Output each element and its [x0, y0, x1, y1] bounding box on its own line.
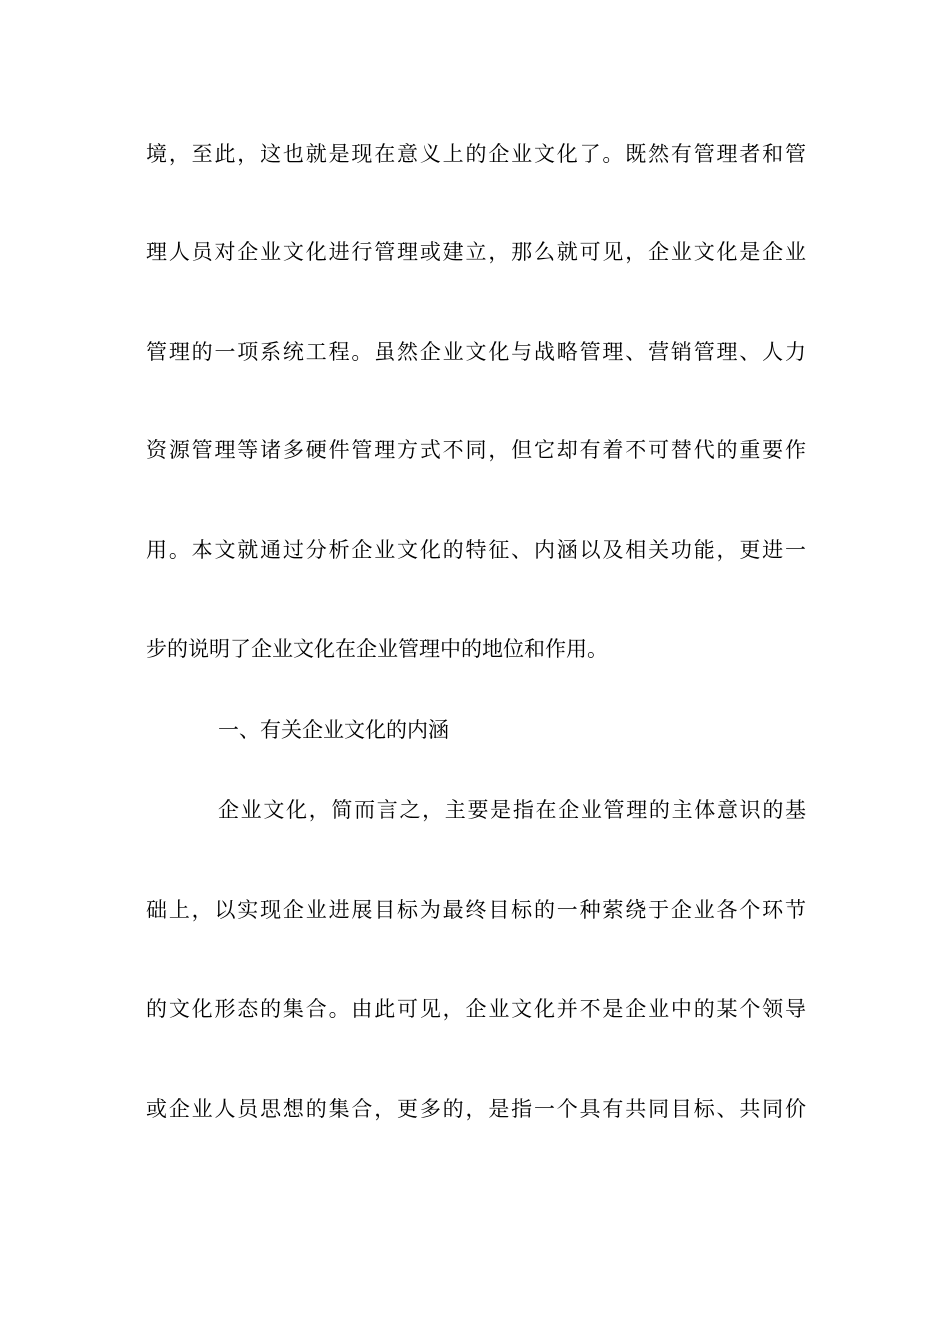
paragraph-line: 用。本文就通过分析企业文化的特征、内涵以及相关功能，更进一: [146, 538, 806, 562]
paragraph-line: 础上，以实现企业进展目标为最终目标的一种萦绕于企业各个环节: [146, 898, 806, 922]
paragraph-line: 理人员对企业文化进行管理或建立，那么就可见，企业文化是企业: [146, 240, 806, 264]
paragraph-line: 资源管理等诸多硬件管理方式不同，但它却有着不可替代的重要作: [146, 438, 806, 462]
paragraph-line: 管理的一项系统工程。虽然企业文化与战略管理、营销管理、人力: [146, 340, 806, 364]
section-heading: 一、有关企业文化的内涵: [218, 718, 449, 742]
paragraph-line: 步的说明了企业文化在企业管理中的地位和作用。: [146, 637, 608, 661]
paragraph-line: 或企业人员思想的集合，更多的，是指一个具有共同目标、共同价: [146, 1097, 806, 1121]
paragraph-line: 的文化形态的集合。由此可见，企业文化并不是企业中的某个领导: [146, 997, 806, 1021]
paragraph-line: 企业文化，简而言之，主要是指在企业管理的主体意识的基: [218, 798, 806, 822]
paragraph-line: 境，至此，这也就是现在意义上的企业文化了。既然有管理者和管: [146, 142, 806, 166]
